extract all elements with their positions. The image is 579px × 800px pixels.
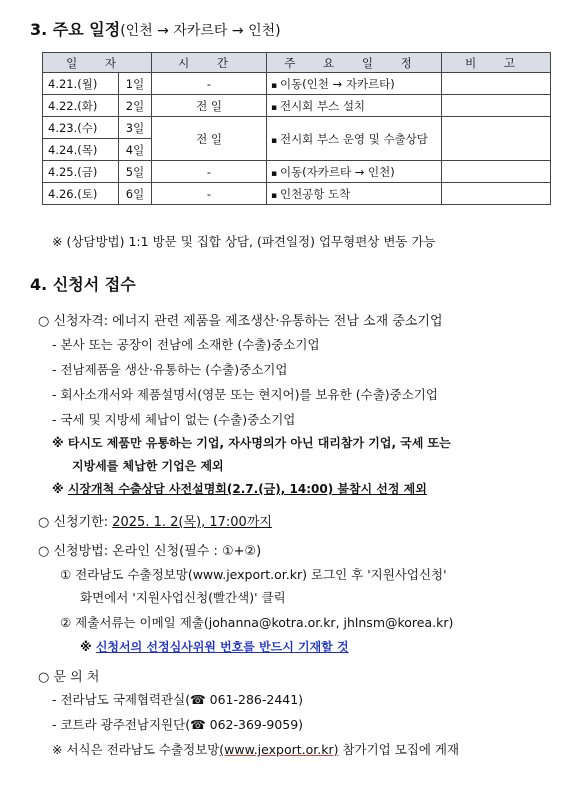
deadline-value: 2025. 1. 2(목), 17:00까지 bbox=[112, 515, 272, 530]
schedule-note: ※ (상담방법) 1:1 방문 및 집합 상담, (파견일정) 업무형편상 변동 가능 bbox=[52, 234, 436, 249]
row-activity: ▪ 이동(자카르타 → 인천) bbox=[267, 161, 442, 183]
table-header-row bbox=[43, 53, 551, 73]
method-step1-line1: ① 전라남도 수출정보망(www.jexport.or.kr) 로그인 후 '지원사업신청' bbox=[60, 567, 447, 582]
row-remarks bbox=[442, 183, 551, 205]
method-label: ○ 신청방법: 온라인 신청(필수 : ①+②) bbox=[38, 544, 262, 559]
row-remarks bbox=[442, 117, 551, 161]
eligibility-item: - 본사 또는 공장이 전남에 소재한 (수출)중소기업 bbox=[52, 337, 320, 352]
row-time: 전 일 bbox=[152, 117, 267, 161]
section3-subtitle: (인천 → 자카르타 → 인천) bbox=[120, 23, 281, 39]
row-remarks bbox=[442, 73, 551, 95]
jexport-link[interactable]: (www.jexport.or.kr) bbox=[219, 742, 339, 757]
row-date: 4.21.(월) bbox=[43, 73, 119, 95]
schedule-table bbox=[42, 52, 551, 205]
contact-footer-prefix: ※ 서식은 전라남도 수출정보망 bbox=[52, 742, 220, 757]
eligibility-item: - 회사소개서와 제품설명서(영문 또는 현지어)를 보유한 (수출)중소기업 bbox=[52, 387, 438, 402]
section4-heading bbox=[30, 272, 136, 295]
header-time: 시 간 bbox=[152, 53, 267, 73]
row-activity: ▪ 인천공항 도착 bbox=[267, 183, 442, 205]
section4-number: 4. bbox=[30, 275, 48, 294]
row-activity: ▪ 전시회 부스 운영 및 수출상담 bbox=[267, 117, 442, 161]
deadline bbox=[38, 511, 272, 530]
row-time: - bbox=[152, 183, 267, 205]
row-time: - bbox=[152, 73, 267, 95]
header-remarks: 비 고 bbox=[442, 53, 551, 73]
row-day: 2일 bbox=[119, 95, 152, 117]
row-activity: ▪ 이동(인천 → 자카르타) bbox=[267, 73, 442, 95]
table-row bbox=[43, 73, 551, 95]
table-row bbox=[43, 95, 551, 117]
row-activity: ▪ 전시회 부스 설치 bbox=[267, 95, 442, 117]
row-day: 1일 bbox=[119, 73, 152, 95]
row-date: 4.26.(토) bbox=[43, 183, 119, 205]
section3-title: 주요 일정 bbox=[52, 20, 121, 39]
briefing-note-text: 시장개척 수출상담 사전설명회(2.7.(금), 14:00) 불참시 선정 제외 bbox=[67, 482, 427, 496]
briefing-note bbox=[52, 480, 427, 497]
exclusion-note-line1: ※ 타시도 제품만 유통하는 기업, 자사명의가 아닌 대리참가 기업, 국세 또는 bbox=[52, 436, 451, 450]
deadline-label: ○ 신청기한: bbox=[38, 515, 113, 530]
section3-heading bbox=[30, 17, 281, 40]
contact-item: - 전라남도 국제협력관실(☎ 061-286-2441) bbox=[52, 692, 304, 707]
method-step2-note bbox=[80, 638, 349, 655]
section3-number: 3. bbox=[30, 20, 48, 39]
row-date: 4.22.(화) bbox=[43, 95, 119, 117]
row-day: 5일 bbox=[119, 161, 152, 183]
row-time: 전 일 bbox=[152, 95, 267, 117]
contact-footer bbox=[52, 740, 459, 758]
contact-item: - 코트라 광주전남지원단(☎ 062-369-9059) bbox=[52, 717, 304, 732]
row-date: 4.25.(금) bbox=[43, 161, 119, 183]
table-row bbox=[43, 117, 551, 139]
exclusion-note-line2: 지방세를 체납한 기업은 제외 bbox=[72, 459, 224, 473]
section4-title: 신청서 접수 bbox=[52, 275, 136, 294]
row-date: 4.23.(수) bbox=[43, 117, 119, 139]
row-remarks bbox=[442, 161, 551, 183]
method-step2: ② 제출서류는 이메일 제출(johanna@kotra.or.kr, jhlnsm@korea.kr) bbox=[60, 615, 454, 630]
row-day: 3일 bbox=[119, 117, 152, 139]
row-time: - bbox=[152, 161, 267, 183]
header-date: 일 자 bbox=[43, 53, 152, 73]
row-day: 6일 bbox=[119, 183, 152, 205]
method-step2-note-mark: ※ bbox=[80, 640, 96, 654]
row-date: 4.24.(목) bbox=[43, 139, 119, 161]
method-step2-note-text: 신청서의 선정심사위원 번호를 반드시 기재할 것 bbox=[95, 640, 349, 654]
row-day: 4일 bbox=[119, 139, 152, 161]
briefing-note-mark: ※ bbox=[52, 482, 68, 496]
header-schedule: 주 요 일 정 bbox=[267, 53, 442, 73]
contact-footer-suffix: 참가기업 모집에 게재 bbox=[338, 742, 460, 757]
eligibility-label: ○ 신청자격: 에너지 관련 제품을 제조생산·유통하는 전남 소재 중소기업 bbox=[38, 314, 443, 329]
table-row bbox=[43, 183, 551, 205]
eligibility-item: - 국세 및 지방세 체납이 없는 (수출)중소기업 bbox=[52, 412, 296, 427]
row-remarks bbox=[442, 95, 551, 117]
contact-label: ○ 문 의 처 bbox=[38, 670, 100, 685]
eligibility-item: - 전남제품을 생산·유통하는 (수출)중소기업 bbox=[52, 362, 288, 377]
method-step1-line2: 화면에서 '지원사업신청(빨간색)' 클릭 bbox=[80, 590, 286, 605]
